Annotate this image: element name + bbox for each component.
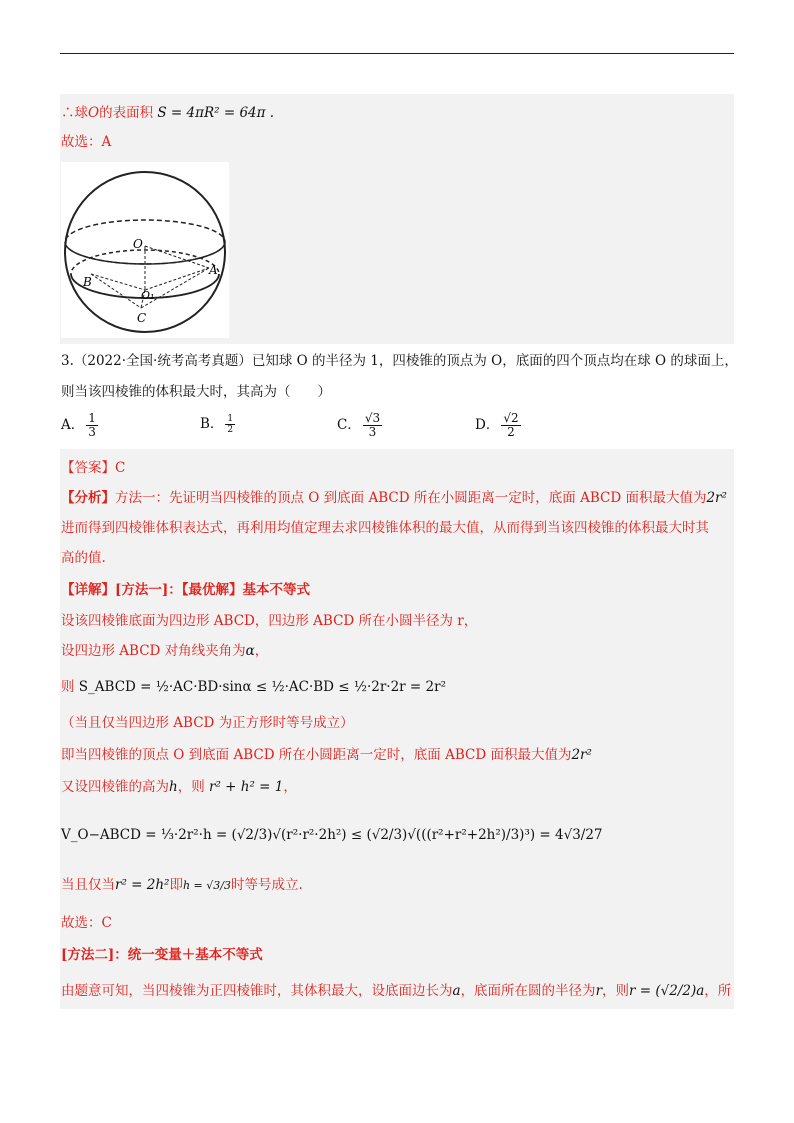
option-a[interactable]: A． $\frac{1}{3}$ (61, 411, 96, 439)
analysis-line-1: 【分析】方法一：先证明当四棱锥的顶点 O 到底面 ABCD 所在小圆距离一定时，底面 ABCD 面积最大值为2r² (61, 490, 727, 506)
area-inequality: S_ABCD = ½·AC·BD·sinα ≤ ½·AC·BD ≤ ½·2r·2r = 2r² (78, 679, 446, 695)
label-o1: O₁ (141, 289, 155, 302)
choose-c: 故选：C (61, 915, 112, 931)
label-a: A (209, 263, 218, 277)
detail-line-5: 即当四棱锥的顶点 O 到底面 ABCD 所在小圆距离一定时，底面 ABCD 面积最大值为2r² (61, 747, 592, 763)
option-c[interactable]: C． $\frac{√3}{3}$ (337, 411, 381, 439)
detail-line-3: 则 S_ABCD = ½·AC·BD·sinα ≤ ½·AC·BD ≤ ½·2r·2r = 2r² (61, 679, 446, 695)
answer-label: 【答案】C (61, 460, 126, 476)
surface-area-line: ∴球O的表面积 S = 4πR² = 64π . (61, 105, 275, 121)
sphere-figure (61, 162, 229, 338)
analysis-line-3: 高的值. (61, 550, 106, 566)
question-line-2: 则当该四棱锥的体积最大时，其高为（ ） (61, 384, 331, 400)
analysis-line-2: 进而得到四棱锥体积表达式，再利用均值定理去求四棱锥体积的最大值，从而得到当该四棱锥的体积最大时其 (61, 520, 709, 536)
method-2-heading: [方法二]：统一变量＋基本不等式 (61, 947, 263, 963)
label-b: B (83, 275, 92, 289)
header-rule (60, 53, 734, 54)
detail-line-1: 设该四棱锥底面为四边形 ABCD，四边形 ABCD 所在小圆半径为 r， (61, 613, 478, 629)
detail-line-4: （当且仅当四边形 ABCD 为正方形时等号成立） (61, 715, 354, 731)
volume-inequality: V_O−ABCD = ⅓·2r²·h = (√2/3)√(r²·r²·2h²) ≤ (√2/3)√(((r²+r²+2h²)/3)³) = 4√3/27 (61, 827, 603, 843)
answer-line-a: 故选：A (61, 134, 112, 150)
detail-line-6: 又设四棱锥的高为h，则 r² + h² = 1， (61, 779, 297, 795)
label-o: O (133, 237, 143, 251)
detail-heading: 【详解】[方法一]：【最优解】基本不等式 (61, 582, 311, 598)
option-d[interactable]: D． $\frac{√2}{2}$ (475, 411, 519, 439)
detail-line-8: 当且仅当r² = 2h²即h = √3/3时等号成立. (61, 877, 303, 893)
label-c: C (137, 311, 147, 325)
question-line-1: 3.（2022·全国·统考高考真题）已知球 O 的半径为 1，四棱锥的顶点为 O，底面的四个顶点均在球 O 的球面上， (61, 353, 738, 369)
option-b[interactable]: B． $\frac{1}{2}$ (200, 414, 234, 435)
detail-line-2: 设四边形 ABCD 对角线夹角为α， (61, 643, 269, 659)
method-2-line-1: 由题意可知，当四棱锥为正四棱锥时，其体积最大，设底面边长为a，底面所在圆的半径为r，则r = (√2/2)a，所 (61, 983, 732, 999)
